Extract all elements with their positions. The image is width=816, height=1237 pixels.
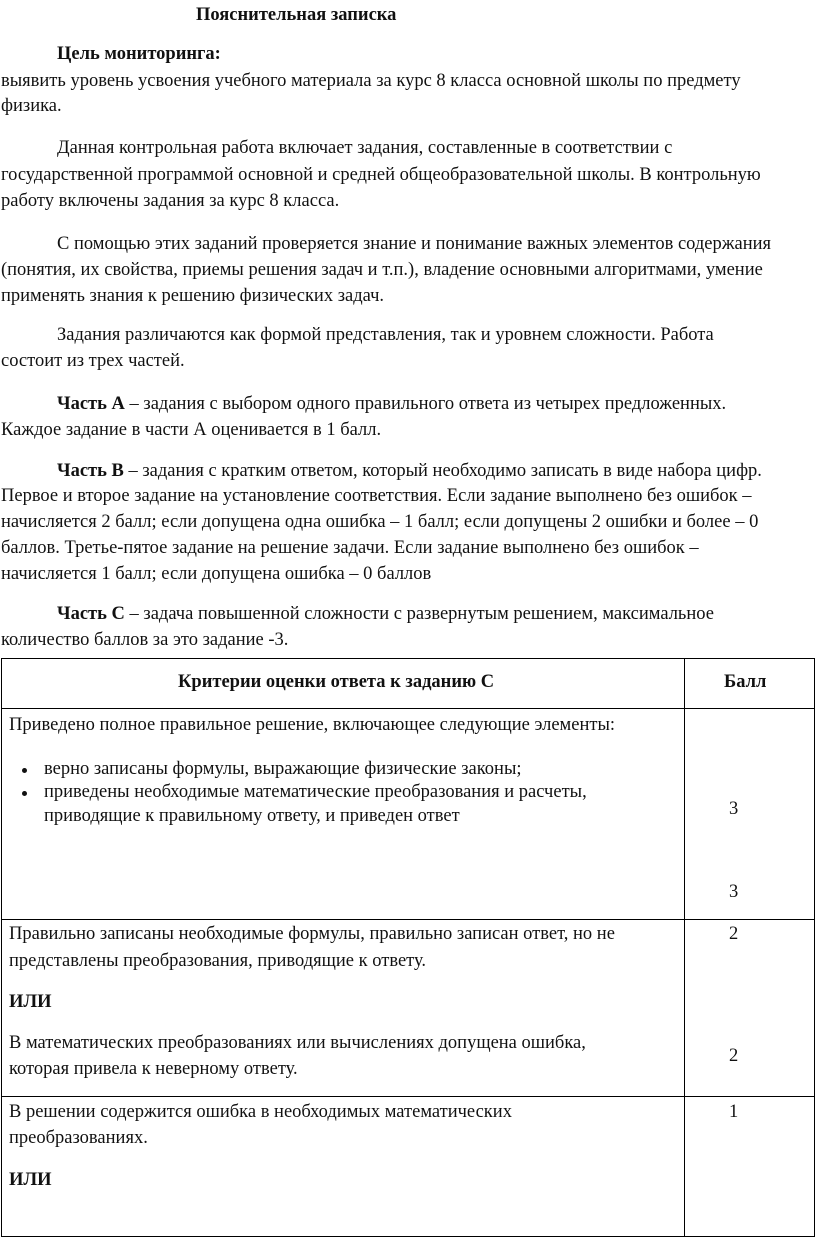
goal-line: физика. [1, 96, 62, 116]
part-b-line: Часть В – задания с кратким ответом, который необходимо записать в виде набора цифр. [57, 461, 762, 481]
score-value: 3 [729, 882, 739, 902]
criteria-text: Приведено полное правильное решение, включающее следующие элементы: [9, 715, 616, 735]
part-b-line: начисляется 2 балл; если допущена одна ошибка – 1 балл; если допущены 2 ошибки и более – 0 [1, 512, 759, 532]
criteria-header: Критерии оценки ответа к заданию С [178, 672, 495, 692]
bullet-icon [22, 768, 27, 773]
criteria-header-cell [2, 659, 685, 709]
criteria-text: В математических преобразованиях или вычислениях допущена ошибка, [9, 1033, 586, 1053]
score-header-cell [685, 659, 815, 709]
criteria-bullet: верно записаны формулы, выражающие физические законы; [44, 759, 522, 779]
score-header: Балл [724, 672, 767, 692]
criteria-bullet: приведены необходимые математические преобразования и расчеты, [44, 782, 587, 802]
table-header-row [2, 659, 815, 709]
paragraph-line: государственной программой основной и средней общеобразовательной школы. В контрольную [1, 165, 761, 185]
criteria-cell [2, 709, 685, 920]
part-c-line: Часть С – задача повышенной сложности с развернутым решением, максимальное [57, 604, 714, 624]
goal-line: выявить уровень усвоения учебного материала за курс 8 класса основной школы по предмету [1, 71, 741, 91]
paragraph-line: работу включены задания за курс 8 класса. [1, 191, 340, 211]
criteria-text: представлены преобразования, приводящие к ответу. [9, 951, 427, 971]
paragraph-line: Задания различаются как формой представления, так и уровнем сложности. Работа [57, 325, 714, 345]
part-b-line: начисляется 1 балл; если допущена ошибка – 0 баллов [1, 564, 432, 584]
score-value: 3 [729, 799, 739, 819]
score-value: 2 [729, 1046, 739, 1066]
score-value: 2 [729, 924, 739, 944]
goal-heading: Цель мониторинга: [57, 44, 221, 64]
paragraph-line: (понятия, их свойства, приемы решения задач и т.п.), владение основными алгоритмами, умение [1, 260, 763, 280]
part-b-line: Первое и второе задание на установление соответствия. Если задание выполнено без ошибок – [1, 486, 752, 506]
paragraph-line: применять знания к решению физических задач. [1, 286, 385, 306]
table-row [2, 920, 815, 1097]
part-a-line: Часть А – задания с выбором одного правильного ответа из четырех предложенных. [57, 394, 727, 414]
criteria-text: В решении содержится ошибка в необходимых математических [9, 1102, 512, 1122]
part-a-line: Каждое задание в части А оценивается в 1 балл. [1, 420, 382, 440]
document-title: Пояснительная записка [196, 5, 397, 25]
score-value: 1 [729, 1102, 739, 1122]
criteria-cell [2, 920, 685, 1097]
part-a-label: Часть А [57, 394, 125, 414]
criteria-text: которая привела к неверному ответу. [9, 1059, 298, 1079]
table-row [2, 709, 815, 920]
paragraph-line: Данная контрольная работа включает задания, составленные в соответствии с [57, 138, 673, 158]
part-b-label: Часть В [57, 461, 124, 481]
part-c-line: количество баллов за это задание -3. [1, 630, 289, 650]
or-label: ИЛИ [9, 992, 52, 1012]
bullet-icon [22, 791, 27, 796]
or-label: ИЛИ [9, 1170, 52, 1190]
criteria-text: преобразованиях. [9, 1128, 148, 1148]
score-cell [685, 709, 815, 920]
criteria-cell [2, 1097, 685, 1237]
paragraph-line: С помощью этих заданий проверяется знание и понимание важных элементов содержания [57, 234, 772, 254]
table-row [2, 1097, 815, 1237]
part-b-line: баллов. Третье-пятое задание на решение задачи. Если задание выполнено без ошибок – [1, 538, 699, 558]
score-cell [685, 1097, 815, 1237]
part-c-label: Часть С [57, 604, 125, 624]
paragraph-line: состоит из трех частей. [1, 351, 185, 371]
criteria-text: Правильно записаны необходимые формулы, правильно записан ответ, но не [9, 924, 615, 944]
criteria-bullet: приводящие к правильному ответу, и приведен ответ [44, 806, 460, 826]
criteria-table [1, 658, 815, 1237]
score-cell [685, 920, 815, 1097]
